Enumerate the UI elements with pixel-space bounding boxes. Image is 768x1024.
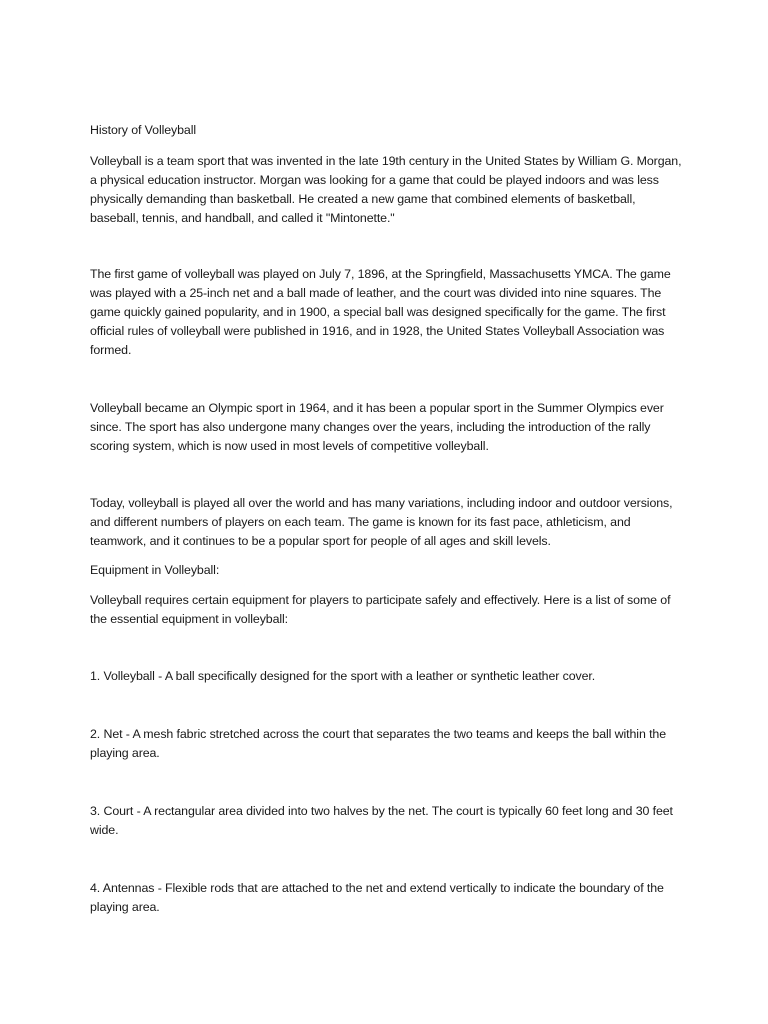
list-item-court: 3. Court - A rectangular area divided into two halves by the net. The court is typically 60 feet long and 30 feet wide.: [90, 804, 673, 837]
paragraph-today: Today, volleyball is played all over the world and has many variations, including indoor and outdoor versions, and different numbers of players on each team. The game is known for its fast pace, athleticism, and teamwork, and it continues to be a popular sport for people of all ages and skill levels.: [90, 496, 673, 548]
paragraph-olympics: Volleyball became an Olympic sport in 1964, and it has been a popular sport in the Summer Olympics ever since. The sport has also undergone many changes over the years, including the introduction of the rally scoring system, which is now used in most levels of competitive volleyball.: [90, 401, 664, 453]
paragraph-equipment-intro: Volleyball requires certain equipment for players to participate safely and effectively. Here is a list of some of the essential equipment in volleyball:: [90, 593, 671, 626]
list-item-net: 2. Net - A mesh fabric stretched across the court that separates the two teams and keeps the ball within the playing area.: [90, 727, 667, 760]
paragraph-invention: Volleyball is a team sport that was invented in the late 19th century in the United States by William G. Morgan, a physical education instructor. Morgan was looking for a game that could be played indoors and was less physically demanding than basketball. He created a new game that combined elements of basketball, baseball, tennis, and handball, and called it "Mintonette.": [90, 154, 682, 225]
document-title: History of Volleyball: [90, 123, 197, 137]
paragraph-first-game: The first game of volleyball was played on July 7, 1896, at the Springfield, Massachusetts YMCA. The game was played with a 25-inch net and a ball made of leather, and the court was divided into nine squares. The game quickly gained popularity, and in 1900, a special ball was designed specifically for the game. The first official rules of volleyball were published in 1916, and in 1928, the United States Volleyball Association was formed.: [90, 267, 671, 357]
list-item-antennas: 4. Antennas - Flexible rods that are attached to the net and extend vertically to indicate the boundary of the playing area.: [90, 881, 664, 914]
list-item-volleyball: 1. Volleyball - A ball specifically designed for the sport with a leather or synthetic leather cover.: [90, 669, 596, 683]
section-heading-equipment: Equipment in Volleyball:: [90, 563, 220, 577]
